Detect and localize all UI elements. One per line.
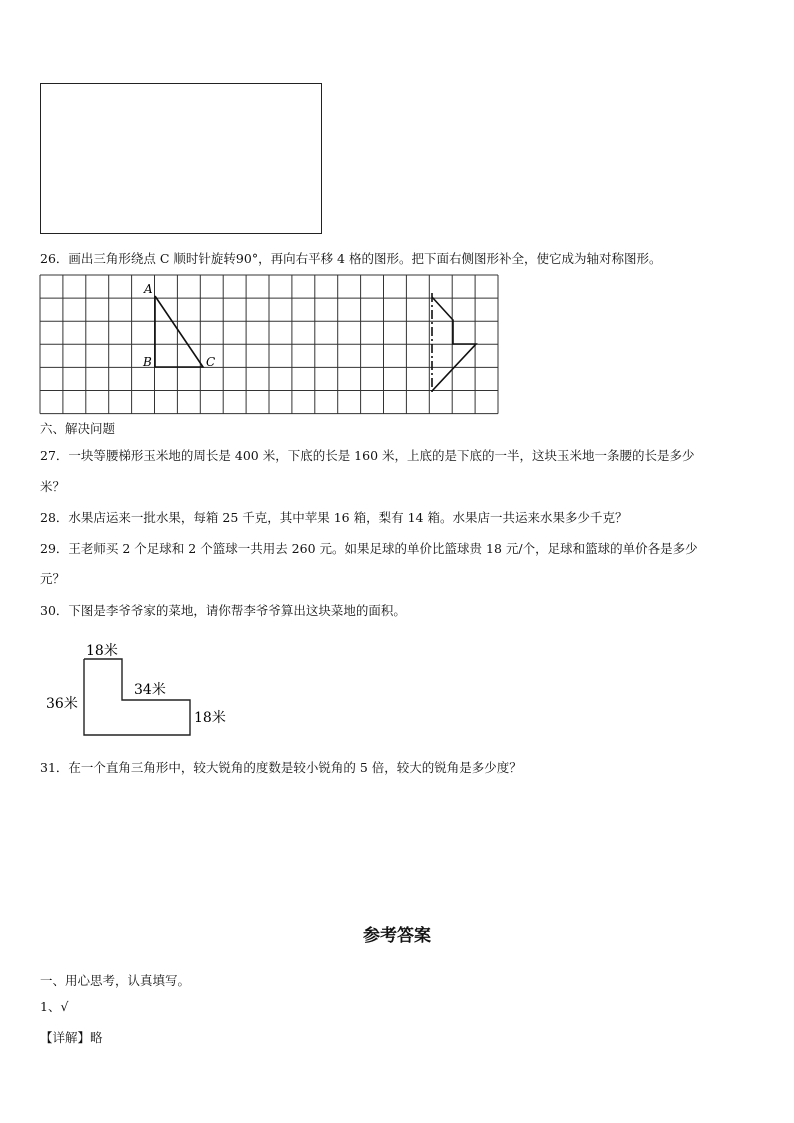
answers-title: 参考答案 [363,926,431,946]
answer-detail: 【详解】略 [40,1030,103,1045]
dim-step: 34米 [134,682,166,698]
garden-figure [40,638,240,738]
question-31: 31．在一个直角三角形中，较大锐角的度数是较小锐角的 5 倍，较大的锐角是多少度？ [40,760,522,775]
question-27-line2: 米？ [40,479,66,494]
grid-lines [40,275,498,414]
question-29-line2: 元？ [40,571,66,586]
answer-item-1: 1、√ [40,999,69,1014]
question-26-grid-figure [38,273,504,415]
triangle-abc [155,296,203,367]
question-27-line1: 27．一块等腰梯形玉米地的周长是 400 米，下底的长是 160 米，上底的是下底的一半，这块玉米地一条腰的长是多少 [40,448,695,463]
label-c: C [206,355,216,369]
question-28: 28．水果店运来一批水果，每箱 25 千克，其中苹果 16 箱，梨有 14 箱。水果店一共运来水果多少千克？ [40,510,628,525]
dim-right: 18米 [194,710,226,726]
question-29-line1: 29．王老师买 2 个足球和 2 个篮球一共用去 260 元。如果足球的单价比篮球贵 18 元/个，足球和篮球的单价各是多少 [40,541,698,556]
answer-box [40,83,322,234]
answers-section-1: 一、用心思考，认真填写。 [40,973,191,988]
dim-left: 36米 [46,696,78,712]
question-26: 26．画出三角形绕点 C 顺时针旋转90°，再向右平移 4 格的图形。把下面右侧图形补全，使它成为轴对称图形。 [40,251,662,266]
section-6-heading: 六、解决问题 [40,421,116,436]
label-b: B [143,355,152,369]
label-a: A [144,282,153,296]
question-30: 30．下图是李爷爷家的菜地，请你帮李爷爷算出这块菜地的面积。 [40,603,406,618]
dim-top: 18米 [86,643,118,659]
